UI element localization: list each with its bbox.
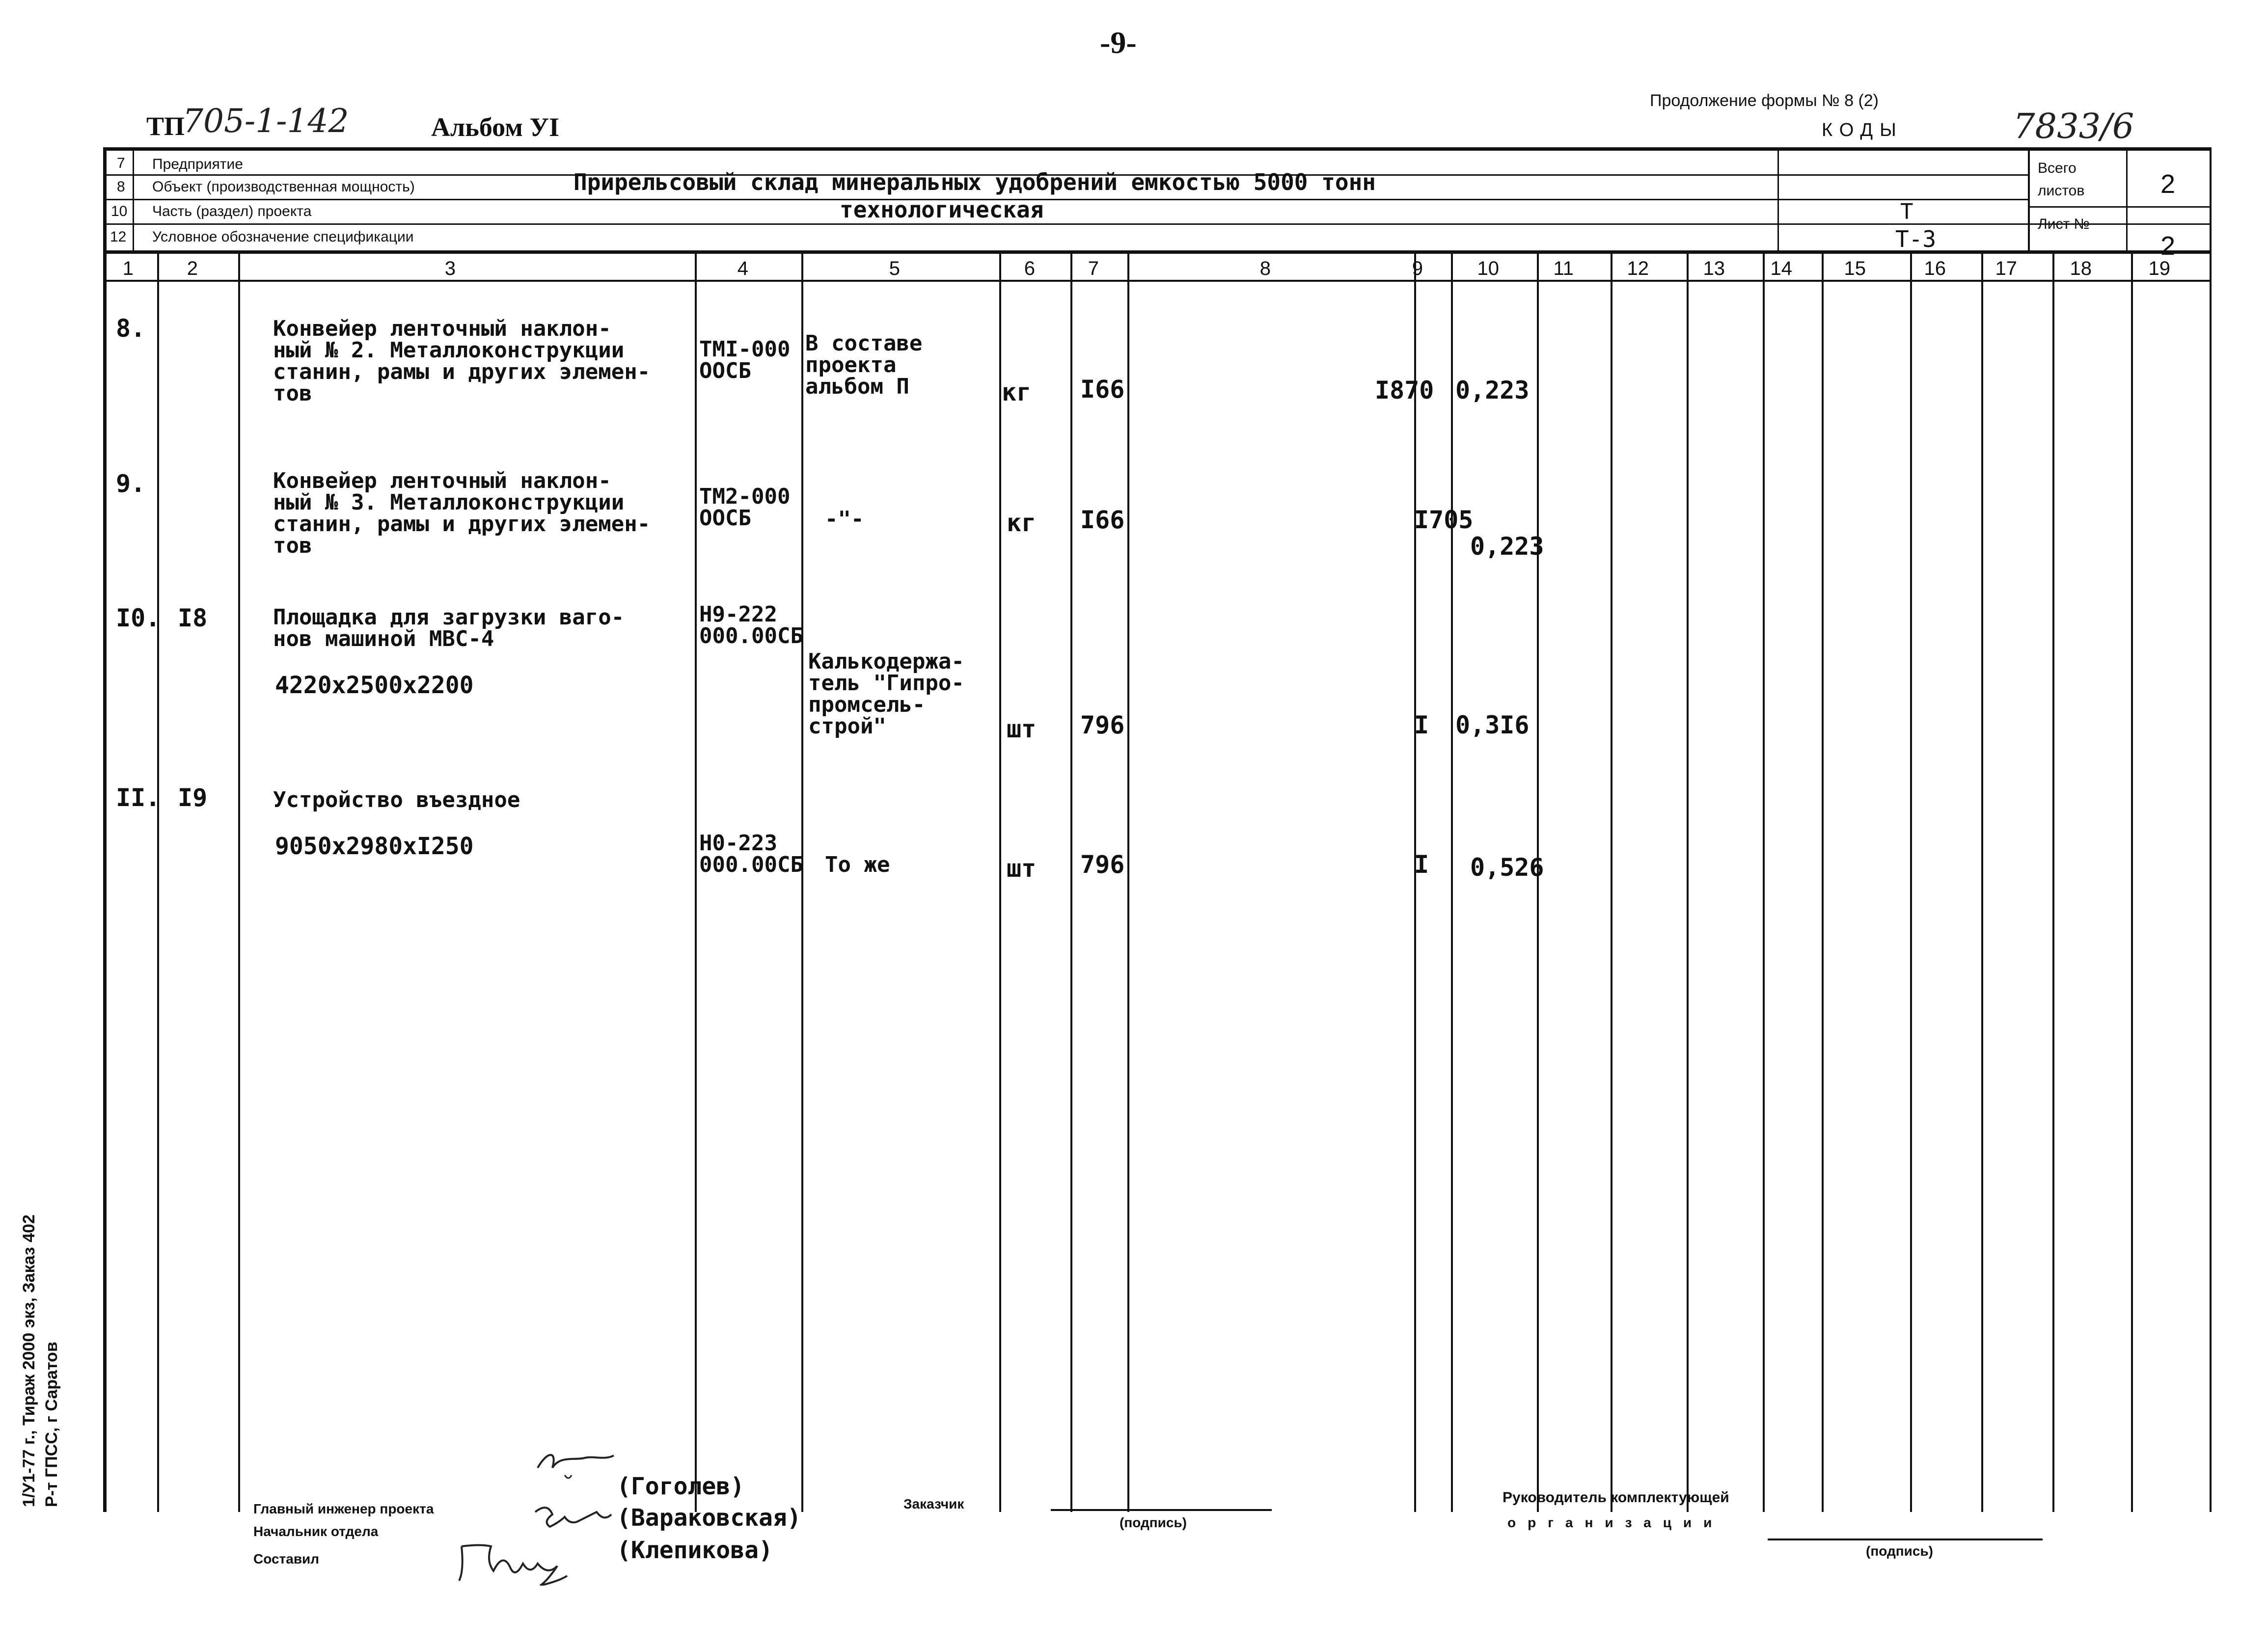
item-name-line: станин, рамы и других элемен- [273, 512, 651, 537]
weight: 0,526 [1470, 853, 1544, 882]
supplier-org-label: организации [1507, 1515, 1724, 1530]
signature-caption: (подпись) [1866, 1543, 1933, 1559]
row-number: II. [116, 783, 161, 812]
column-number: 10 [1477, 258, 1499, 279]
item-name-line: Конвейер ленточный наклон- [273, 316, 611, 341]
chief-engineer-label: Главный инженер проекта [253, 1501, 434, 1516]
document-code-line: ТМ2-000 [699, 484, 791, 509]
supplier-head-label: Руководитель комплектующей [1503, 1489, 1729, 1506]
part-label: Часть (раздел) проекта [152, 203, 312, 219]
quantity: I705 [1414, 506, 1474, 534]
total-sheets-value: 2 [2160, 169, 2176, 199]
weight: 0,3I6 [1455, 711, 1530, 739]
dept-head-label: Начальник отдела [253, 1524, 379, 1539]
dept-head-name: (Вараковская) [617, 1504, 801, 1532]
unit-code: 796 [1080, 711, 1125, 739]
compiled-name: (Клепикова) [617, 1537, 773, 1564]
document-code-line: ООСБ [699, 358, 751, 383]
codes-label: КОДЫ [1822, 120, 1903, 140]
quantity: I [1414, 711, 1429, 739]
document-code-line: Н9-222 [699, 602, 777, 627]
object-value: Прирельсовый склад минеральных удобрений емкостью 5000 тонн [574, 169, 1376, 195]
row-number-12: 12 [110, 229, 127, 245]
part-value: технологическая [840, 196, 1044, 223]
object-label: Объект (производственная мощность) [152, 179, 415, 195]
quantity: I [1414, 850, 1429, 879]
column-number: 9 [1412, 258, 1423, 279]
row-number-7: 7 [117, 155, 125, 171]
row-number-8: 8 [117, 179, 125, 195]
item-name-line: Площадка для загрузки ваго- [273, 605, 625, 630]
unit-code: 796 [1080, 850, 1125, 879]
row-number: 9. [116, 469, 146, 498]
unit-code: I66 [1080, 375, 1125, 404]
source-line: промсель- [808, 692, 926, 717]
unit-code: I66 [1080, 506, 1125, 534]
quantity: I870 [1375, 376, 1434, 405]
column-number: 19 [2148, 258, 2170, 279]
column-number: 4 [737, 258, 748, 279]
weight: 0,223 [1470, 532, 1544, 561]
signature-graphic [530, 1448, 619, 1492]
document-code-line: 000.00СБ [699, 852, 803, 877]
source-line: строй" [808, 714, 886, 739]
column-number: 11 [1553, 258, 1574, 279]
print-info-line: Р-т ГПСС, г Саратов [42, 1342, 61, 1507]
unit: кг [1002, 378, 1032, 406]
sheet-label: Лист № [2038, 216, 2090, 232]
item-size: 9050х2980хI250 [275, 833, 474, 860]
item-name-line: тов [273, 533, 312, 558]
source-line: В составе [805, 331, 923, 356]
row-number: I0. [116, 604, 161, 632]
column-number: 1 [122, 258, 134, 279]
signature-graphic [452, 1532, 579, 1586]
row-number: 8. [116, 314, 146, 343]
source-line: тель "Гипро- [808, 671, 964, 696]
position-number: I8 [178, 604, 208, 632]
document-code-line: 000.00СБ [699, 623, 803, 648]
chief-engineer-name: (Гоголев) [617, 1473, 745, 1500]
column-number: 18 [2070, 258, 2092, 279]
item-name-line: ный № 2. Металлоконструкции [273, 338, 625, 363]
total-sheets-label-2: листов [2038, 183, 2085, 199]
spec-code: Т-3 [1895, 226, 1937, 252]
album-label: Альбом УI [431, 112, 560, 142]
document-code-line: Н0-223 [699, 831, 777, 856]
column-number: 17 [1995, 258, 2017, 279]
enterprise-label: Предприятие [152, 156, 243, 172]
item-name-line: тов [273, 381, 312, 406]
document-code-line: ТМI-000 [699, 337, 791, 362]
project-code-prefix: ТП [146, 111, 185, 141]
page-number: -9- [1100, 25, 1137, 60]
position-number: I9 [178, 783, 208, 812]
unit: шт [1007, 715, 1037, 743]
print-info-line: 1/У1-77 г., Тираж 2000 экз, Заказ 402 [20, 1214, 38, 1507]
part-code: Т [1900, 199, 1913, 224]
compiled-label: Составил [253, 1551, 320, 1566]
project-code-number: 705-1-142 [183, 102, 349, 140]
source-line: Калькодержа- [808, 649, 964, 674]
weight: 0,223 [1455, 376, 1530, 405]
column-number: 3 [444, 258, 456, 279]
unit: шт [1007, 854, 1037, 883]
total-sheets-label: Всего [2038, 160, 2077, 176]
column-number: 14 [1770, 258, 1792, 279]
source-line: -"- [825, 507, 864, 532]
source-line: проекта [805, 352, 897, 378]
signature-caption: (подпись) [1120, 1515, 1187, 1530]
source-line: альбом П [805, 374, 909, 399]
column-number: 8 [1259, 258, 1271, 279]
column-number: 16 [1924, 258, 1946, 279]
column-number: 7 [1088, 258, 1099, 279]
customer-label: Заказчик [903, 1496, 964, 1511]
row-number-10: 10 [111, 203, 128, 219]
unit: кг [1007, 509, 1037, 537]
item-name-line: Устройство въездное [273, 787, 520, 812]
signature-graphic [530, 1497, 619, 1537]
column-number: 15 [1844, 258, 1866, 279]
document-code-line: ООСБ [699, 506, 751, 531]
item-name-line: Конвейер ленточный наклон- [273, 468, 611, 493]
column-number: 5 [889, 258, 900, 279]
spec-label: Условное обозначение спецификации [152, 229, 414, 245]
column-number: 13 [1703, 258, 1725, 279]
item-size: 4220х2500х2200 [275, 672, 474, 699]
source-line: То же [825, 852, 890, 877]
column-number: 12 [1627, 258, 1649, 279]
item-name-line: нов машиной МВС-4 [273, 626, 494, 651]
item-name-line: ный № 3. Металлоконструкции [273, 490, 625, 515]
column-number: 6 [1024, 258, 1035, 279]
column-number: 2 [187, 258, 198, 279]
form-continuation: Продолжение формы № 8 (2) [1650, 91, 1879, 110]
item-name-line: станин, рамы и других элемен- [273, 359, 651, 384]
sheet-value: 2 [2160, 231, 2176, 261]
inventory-number: 7833/6 [2013, 106, 2134, 146]
